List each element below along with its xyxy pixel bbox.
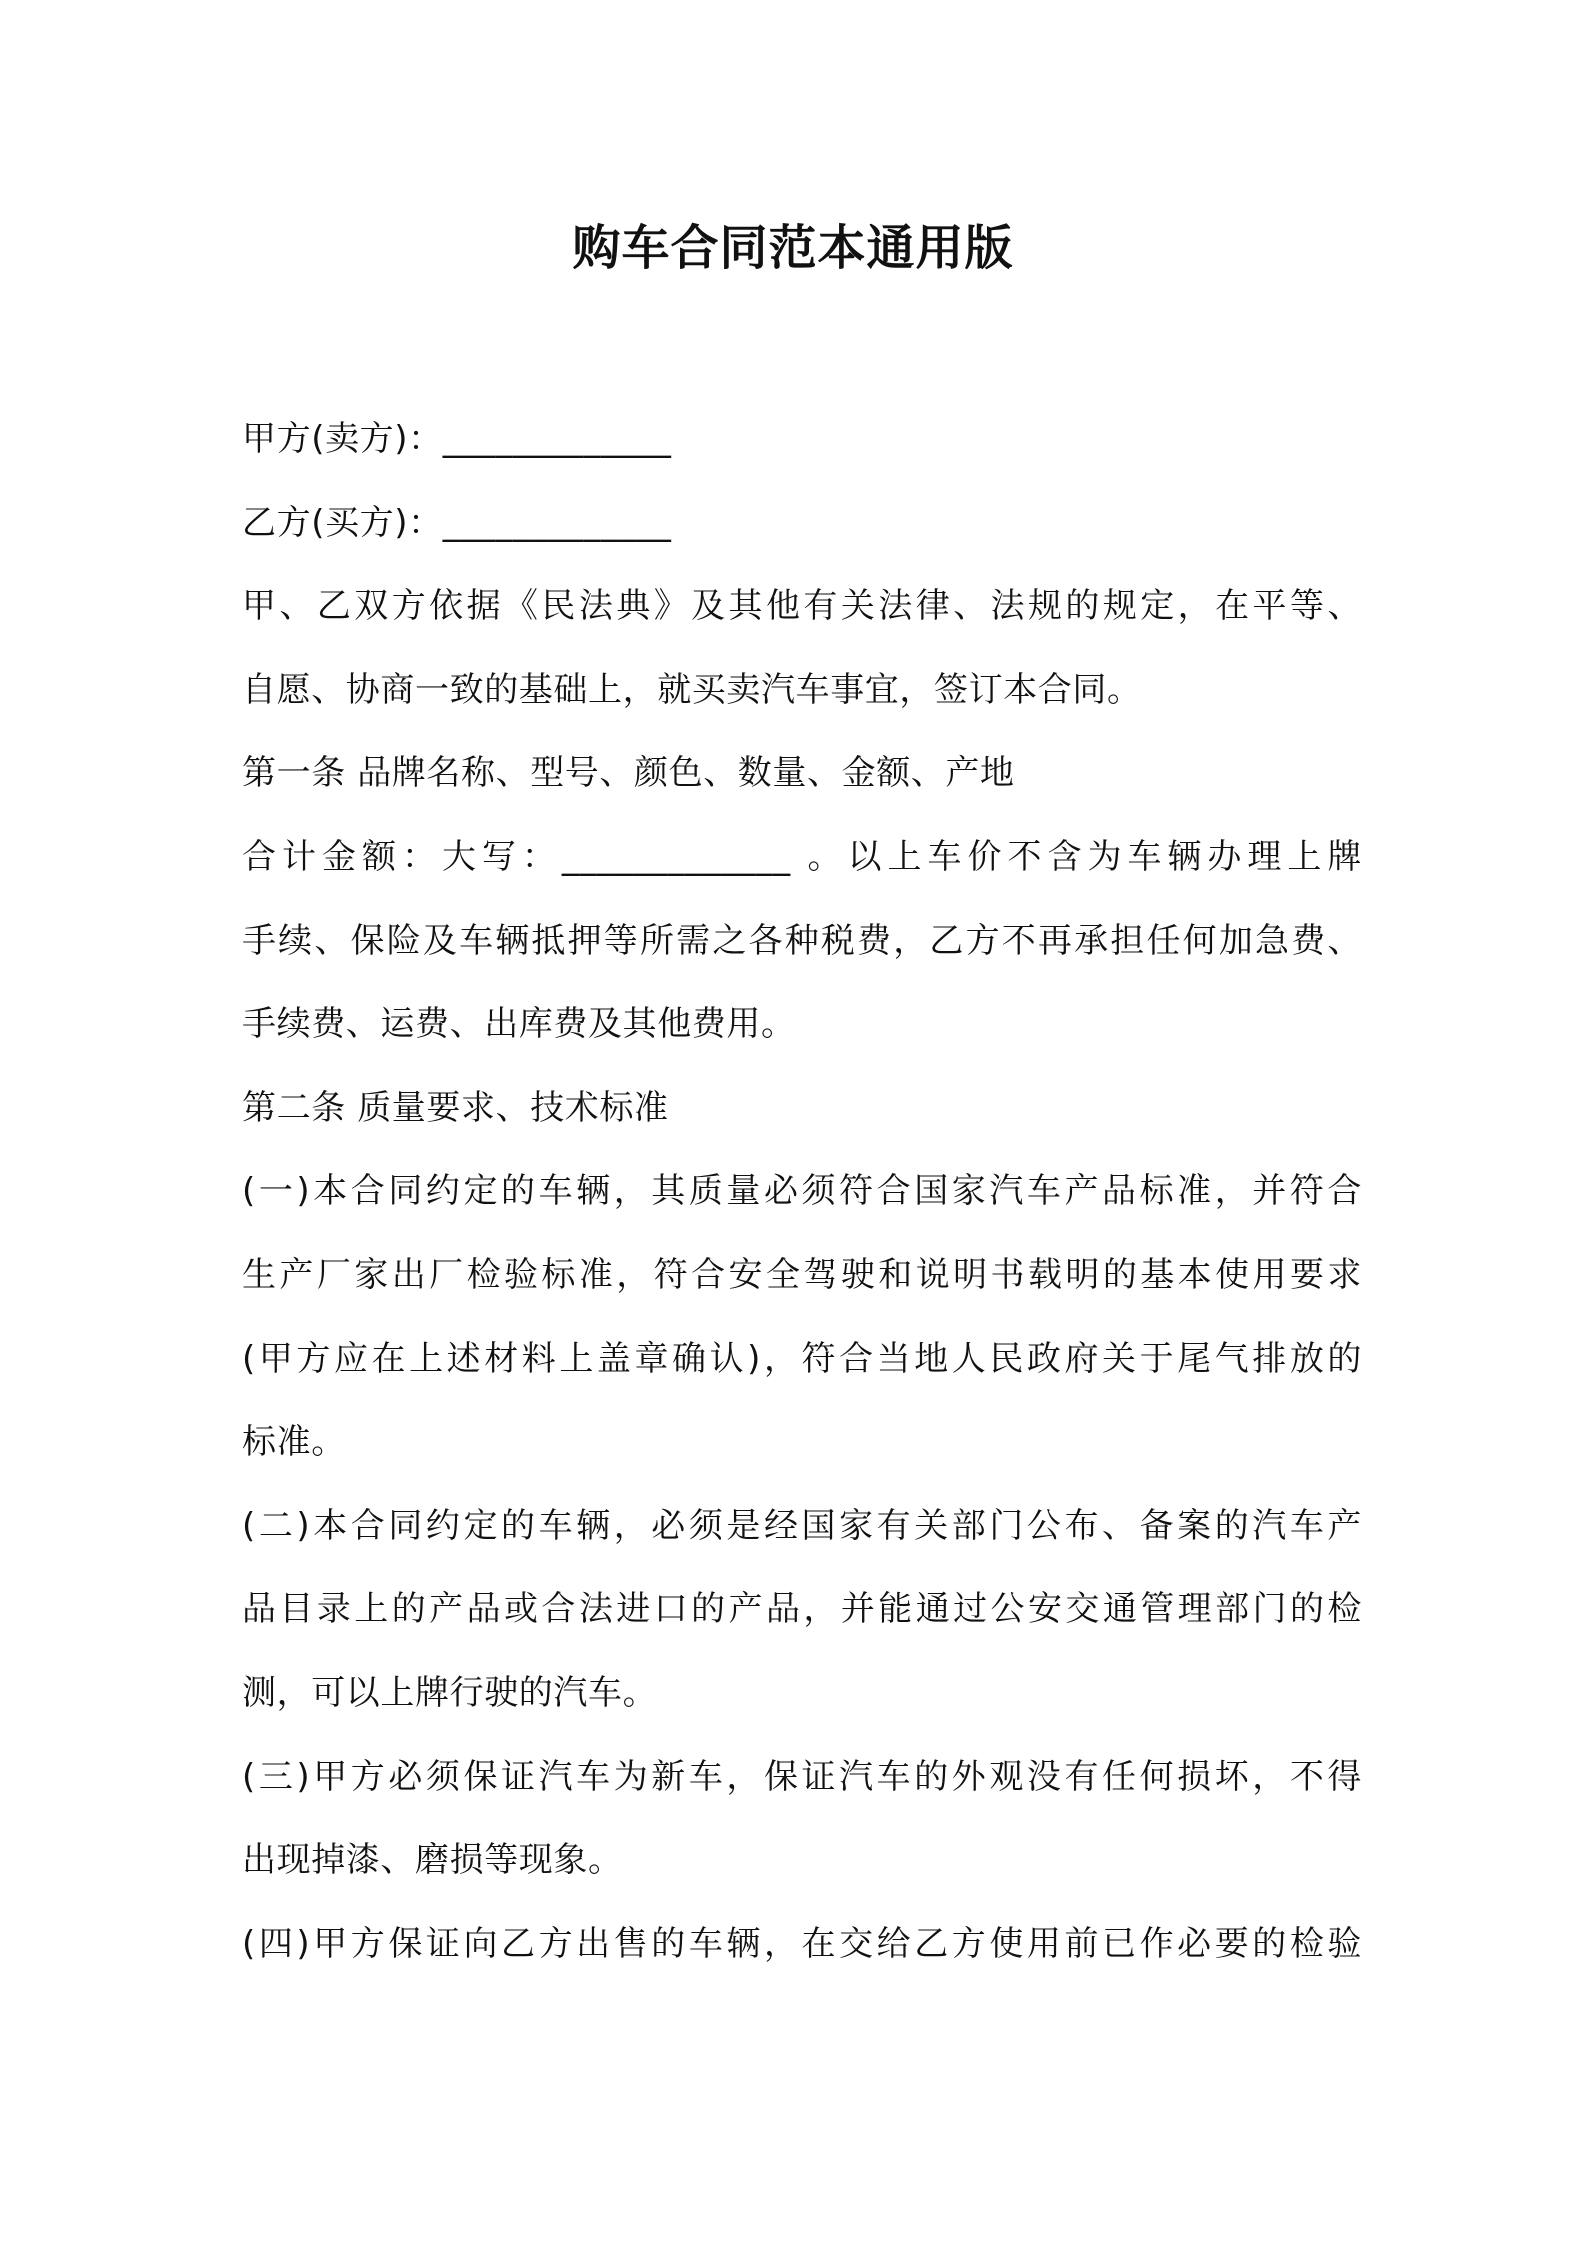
contract-text-line: (一)本合同约定的车辆，其质量必须符合国家汽车产品标准，并符合 [242, 1171, 1362, 1212]
contract-text-line: 合计金额：大写：_____________ 。以上车价不含为车辆办理上牌 [242, 836, 1362, 877]
contract-text-line: 乙方(买方)：_____________ [242, 502, 672, 543]
contract-text-line: 手续费、运费、出库费及其他费用。 [242, 1004, 796, 1045]
contract-text-line: (二)本合同约定的车辆，必须是经国家有关部门公布、备案的汽车产 [242, 1505, 1362, 1546]
contract-text-line: 手续、保险及车辆抵押等所需之各种税费，乙方不再承担任何加急费、 [242, 920, 1362, 961]
document-title: 购车合同范本通用版 [572, 220, 1014, 276]
contract-text-line: 品目录上的产品或合法进口的产品，并能通过公安交通管理部门的检 [242, 1589, 1362, 1630]
contract-text-line: 生产厂家出厂检验标准，符合安全驾驶和说明书载明的基本使用要求 [242, 1254, 1362, 1295]
contract-text-line: 测，可以上牌行驶的汽车。 [242, 1672, 658, 1713]
contract-text-line: (四)甲方保证向乙方出售的车辆，在交给乙方使用前已作必要的检验 [242, 1923, 1362, 1964]
contract-text-line: (三)甲方必须保证汽车为新车，保证汽车的外观没有任何损坏，不得 [242, 1756, 1362, 1797]
contract-text-line: 第二条 质量要求、技术标准 [242, 1087, 669, 1128]
contract-text-line: 甲、乙双方依据《民法典》及其他有关法律、法规的规定，在平等、 [242, 586, 1362, 627]
contract-text-line: (甲方应在上述材料上盖章确认)，符合当地人民政府关于尾气排放的 [242, 1338, 1362, 1379]
contract-text-line: 自愿、协商一致的基础上，就买卖汽车事宜，签订本合同。 [242, 669, 1142, 710]
contract-text-line: 第一条 品牌名称、型号、颜色、数量、金额、产地 [242, 753, 1015, 794]
contract-text-line: 甲方(卖方)：_____________ [242, 419, 672, 459]
document-body [242, 398, 1362, 1986]
contract-text-line: 标准。 [242, 1422, 346, 1463]
contract-text-line: 出现掉漆、磨损等现象。 [242, 1840, 623, 1881]
